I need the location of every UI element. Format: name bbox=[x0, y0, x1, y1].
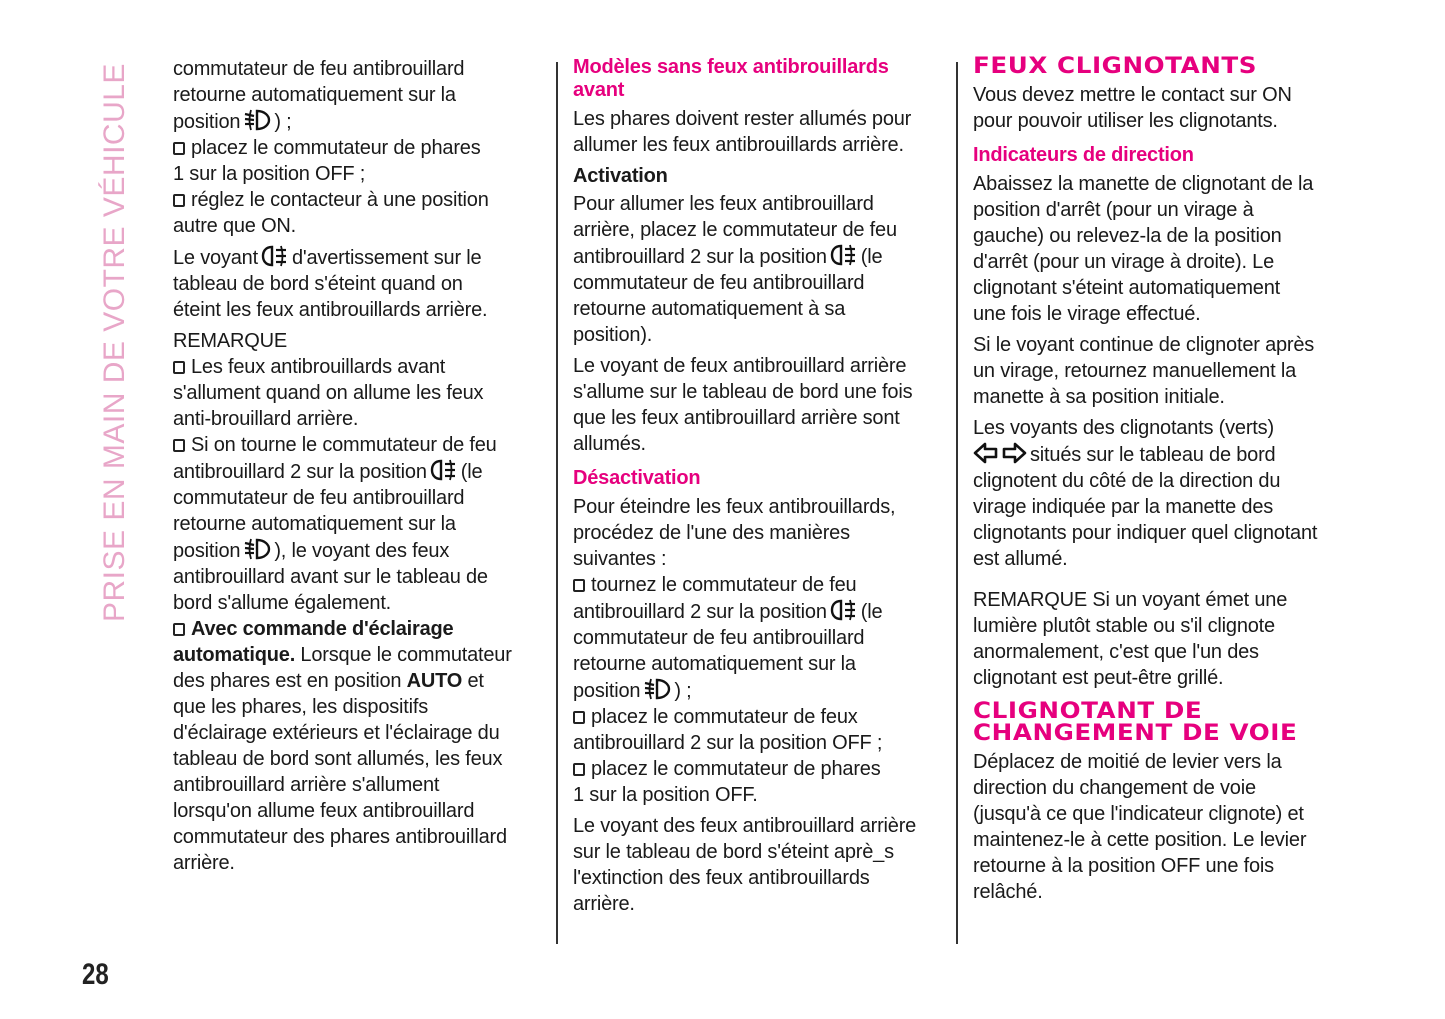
text-line: suivantes : bbox=[573, 548, 667, 570]
text-line: situés sur le tableau de bord bbox=[1030, 444, 1276, 466]
text-line: Lorsque le commutateur bbox=[295, 644, 512, 666]
text-line: gauche) ou relevez-la de la position bbox=[973, 225, 1282, 247]
text-line: retourne automatiquement sur la bbox=[573, 653, 856, 675]
text-line: réglez le contacteur à une position bbox=[191, 189, 489, 211]
text-line: manette à sa position initiale. bbox=[973, 386, 1225, 408]
text-line: Pour éteindre les feux antibrouillards, bbox=[573, 496, 896, 518]
text-line: placez le commutateur de feux bbox=[591, 706, 858, 728]
bullet-box-icon bbox=[173, 361, 185, 374]
text-line: clignotant est peut-être grillé. bbox=[973, 667, 1224, 689]
text-line: commutateur de feu antibrouillard bbox=[173, 487, 465, 509]
text-line: Le voyant bbox=[173, 247, 258, 269]
text-line: antibrouillard arrière s'allument bbox=[173, 774, 440, 796]
text-line: position bbox=[173, 111, 241, 133]
text-line: lorsqu'on allume feux antibrouillard bbox=[173, 800, 475, 822]
text-line: allumés. bbox=[573, 433, 646, 455]
rear-fog-light-icon bbox=[430, 458, 458, 482]
text-line: retourne à la position OFF une fois bbox=[973, 855, 1274, 877]
column-left bbox=[173, 56, 548, 876]
text-line: tableau de bord sont allumés, les feux bbox=[173, 748, 503, 770]
text-line: des phares est en position bbox=[173, 670, 407, 692]
text-line: ) ; bbox=[674, 680, 692, 702]
bullet-box-icon bbox=[573, 763, 585, 776]
text-line: arrière. bbox=[173, 852, 235, 874]
text-line: d'avertissement sur le bbox=[291, 247, 482, 269]
text-line: que les phares, les dispositifs bbox=[173, 696, 429, 718]
text-line: tableau de bord s'éteint quand on bbox=[173, 273, 463, 295]
text-line: antibrouillard avant sur le tableau de bbox=[173, 566, 488, 588]
text-line: retourne automatiquement à sa bbox=[573, 298, 846, 320]
text-line-bold: automatique. bbox=[173, 644, 296, 666]
text-line: (le bbox=[860, 246, 883, 268]
text-line: Les feux antibrouillards avant bbox=[191, 356, 446, 378]
text-line: position). bbox=[573, 324, 653, 346]
text-line: ) ; bbox=[274, 111, 292, 133]
front-fog-light-icon bbox=[643, 677, 671, 701]
text-line: retourne automatiquement sur la bbox=[173, 513, 456, 535]
text-line: antibrouillard 2 sur la position bbox=[173, 461, 427, 483]
rear-fog-light-icon bbox=[261, 244, 289, 268]
text-line: Pour allumer les feux antibrouillard bbox=[573, 193, 874, 215]
text-line: 1 sur la position OFF. bbox=[573, 784, 758, 806]
text-line: Déplacez de moitié de levier vers la bbox=[973, 751, 1282, 773]
bullet-box-icon bbox=[173, 439, 185, 452]
text-line: sur le tableau de bord s'éteint aprè_s bbox=[573, 841, 894, 863]
remark-label: REMARQUE bbox=[173, 330, 287, 352]
bullet-box-icon bbox=[173, 623, 185, 636]
turn-signal-arrows-icon bbox=[973, 441, 1027, 465]
section-subheading: Modèles sans feux antibrouillards bbox=[573, 56, 889, 78]
column-middle bbox=[573, 56, 943, 922]
text-line: Si le voyant continue de clignoter après bbox=[973, 334, 1315, 356]
section-subheading: avant bbox=[573, 79, 625, 101]
text-line: éteint les feux antibrouillards arrière. bbox=[173, 299, 488, 321]
text-line: que les feux antibrouillard arrière sont bbox=[573, 407, 900, 429]
text-line: retourne automatiquement sur la bbox=[173, 84, 456, 106]
text-line: d'éclairage extérieurs et l'éclairage du bbox=[173, 722, 500, 744]
column-right bbox=[973, 56, 1348, 910]
text-line: arrière, placez le commutateur de feu bbox=[573, 219, 897, 241]
text-line: placez le commutateur de phares bbox=[191, 137, 481, 159]
text-line: Les phares doivent rester allumés pour bbox=[573, 108, 912, 130]
text-line: direction du changement de voie bbox=[973, 777, 1256, 799]
text-line: autre que ON. bbox=[173, 215, 297, 237]
page-number: 28 bbox=[82, 958, 109, 991]
bullet-box-icon bbox=[573, 579, 585, 592]
text-line: s'allument quand on allume les feux bbox=[173, 382, 484, 404]
text-line: Si on tourne le commutateur de feu bbox=[191, 434, 497, 456]
text-line: lumière plutôt stable ou s'il clignote bbox=[973, 615, 1275, 637]
text-line: maintenez-le à cette position. Le levier bbox=[973, 829, 1307, 851]
text-line: pour pouvoir utiliser les clignotants. bbox=[973, 110, 1278, 132]
section-heading: CLIGNOTANT DE bbox=[973, 699, 1203, 724]
text-line-bold: Avec commande d'éclairage bbox=[191, 618, 454, 640]
side-chapter-title: PRISE EN MAIN DE VOTRE VÉHICULE bbox=[98, 63, 131, 622]
text-line: commutateur de feu antibrouillard bbox=[573, 272, 865, 294]
text-line: Vous devez mettre le contact sur ON bbox=[973, 84, 1292, 106]
text-line: clignotent du côté de la direction du bbox=[973, 470, 1281, 492]
front-fog-light-icon bbox=[243, 537, 271, 561]
text-line: un virage, retournez manuellement la bbox=[973, 360, 1296, 382]
text-line: relâché. bbox=[973, 881, 1043, 903]
text-line: placez le commutateur de phares bbox=[591, 758, 881, 780]
text-line: antibrouillard 2 sur la position bbox=[573, 601, 827, 623]
text-line: commutateur de feu antibrouillard bbox=[173, 58, 465, 80]
text-line: clignotant s'éteint automatiquement bbox=[973, 277, 1281, 299]
text-line: position bbox=[173, 540, 241, 562]
text-line: position d'arrêt (pour un virage à bbox=[973, 199, 1254, 221]
rear-fog-light-icon bbox=[830, 243, 858, 267]
text-line: allumer les feux antibrouillards arrière. bbox=[573, 134, 904, 156]
column-divider bbox=[556, 62, 558, 944]
text-line: arrière. bbox=[573, 893, 635, 915]
text-line: d'arrêt (pour un virage à droite). Le bbox=[973, 251, 1275, 273]
desactivation-heading: Désactivation bbox=[573, 467, 701, 489]
text-line: anormalement, c'est que l'un des bbox=[973, 641, 1259, 663]
text-line: ), le voyant des feux bbox=[274, 540, 450, 562]
text-line: l'extinction des feux antibrouillards bbox=[573, 867, 870, 889]
text-line: tournez le commutateur de feu bbox=[591, 574, 857, 596]
text-line: Le voyant de feux antibrouillard arrière bbox=[573, 355, 907, 377]
activation-heading: Activation bbox=[573, 165, 668, 187]
text-line: Abaissez la manette de clignotant de la bbox=[973, 173, 1314, 195]
section-heading: CHANGEMENT DE VOIE bbox=[973, 721, 1298, 746]
text-line: s'allume sur le tableau de bord une fois bbox=[573, 381, 913, 403]
text-line: (le bbox=[860, 601, 883, 623]
section-subheading: Indicateurs de direction bbox=[973, 144, 1194, 166]
text-line: clignotants pour indiquer quel clignotant bbox=[973, 522, 1318, 544]
text-line: REMARQUE Si un voyant émet une bbox=[973, 589, 1288, 611]
text-line: antibrouillard 2 sur la position OFF ; bbox=[573, 732, 883, 754]
auto-label: AUTO bbox=[406, 670, 463, 692]
rear-fog-light-icon bbox=[830, 598, 858, 622]
front-fog-light-icon bbox=[243, 108, 271, 132]
text-line: une fois le virage effectué. bbox=[973, 303, 1201, 325]
text-line: antibrouillard 2 sur la position bbox=[573, 246, 827, 268]
text-line: commutateur de feu antibrouillard bbox=[573, 627, 865, 649]
text-line: virage indiquée par la manette des bbox=[973, 496, 1274, 518]
section-heading: FEUX CLIGNOTANTS bbox=[973, 54, 1258, 79]
text-line: (le bbox=[460, 461, 483, 483]
text-line: bord s'allume également. bbox=[173, 592, 392, 614]
bullet-box-icon bbox=[573, 711, 585, 724]
text-line: 1 sur la position OFF ; bbox=[173, 163, 366, 185]
text-line: Les voyants des clignotants (verts) bbox=[973, 417, 1274, 439]
text-line: procédez de l'une des manières bbox=[573, 522, 850, 544]
text-line: et bbox=[462, 670, 484, 692]
text-line: Le voyant des feux antibrouillard arrière bbox=[573, 815, 917, 837]
text-line: (jusqu'à ce que l'indicateur clignote) et bbox=[973, 803, 1304, 825]
text-line: position bbox=[573, 680, 641, 702]
text-line: anti-brouillard arrière. bbox=[173, 408, 359, 430]
text-line: commutateur des phares antibrouillard bbox=[173, 826, 507, 848]
column-divider bbox=[956, 62, 958, 944]
text-line: est allumé. bbox=[973, 548, 1068, 570]
bullet-box-icon bbox=[173, 194, 185, 207]
bullet-box-icon bbox=[173, 142, 185, 155]
